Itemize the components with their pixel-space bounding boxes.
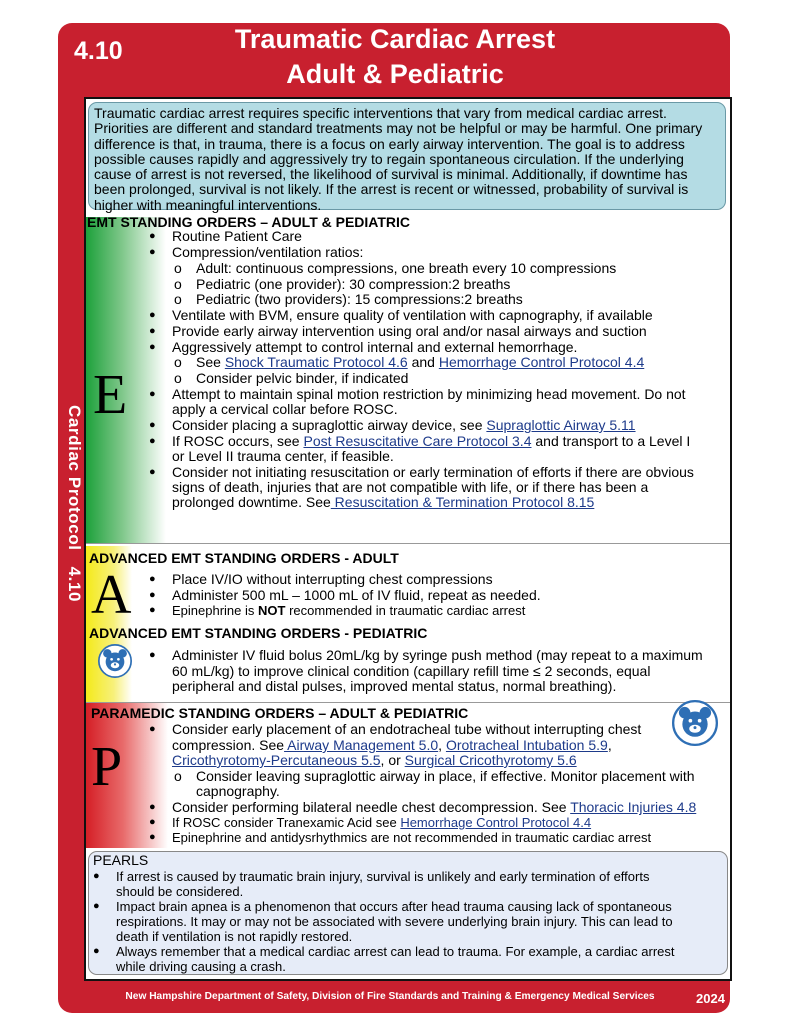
intro-box: Traumatic cardiac arrest requires specific interventions that vary from medical cardiac arrest. Priorities are different and standard treatments may not be helpful or may be harmful. One primary difference is that, in trauma, there is a focus on early airway intervention. The goal is to address possible causes rapidly and aggressively try to regain spontaneous circulation. If the underlying cause of arrest is not reversed, the likelihood of survival is minimal. Additionally, if downtime has been prolonged, survival is not likely. If the arrest is recent or witnessed, probability of survival is higher with meaningful interventions. (88, 102, 726, 210)
emt-heading: EMT STANDING ORDERS – ADULT & PEDIATRIC (87, 214, 411, 230)
link-hemorrhage-control-protocol[interactable]: Hemorrhage Control Protocol 4.4 (438, 354, 645, 370)
sub-bullet: o (174, 354, 182, 370)
emt-level-letter: E (93, 364, 128, 426)
emt-item-6-line-1: Attempt to maintain spinal motion restriction by minimizing head movement. Do not (172, 386, 686, 402)
sub-bullet: o (174, 260, 182, 276)
paramedic-item-1-line-2: compression. See Airway Management 5.0, Orotracheal Intubation 5.9, (172, 737, 612, 753)
aemt-pediatric-item-line-1: Administer IV fluid bolus 20mL/kg by syringe push method (may repeat to a maximum (172, 647, 703, 663)
bullet: ● (93, 870, 100, 882)
emt-item-2: Compression/ventilation ratios: (172, 244, 364, 260)
bullet: ● (149, 801, 156, 813)
link-hemorrhage-control-protocol[interactable]: Hemorrhage Control Protocol 4.4 (400, 815, 592, 830)
protocol-content (84, 97, 732, 981)
aemt-adult-item-2: Administer 500 mL – 1000 mL of IV fluid, repeat as needed. (172, 587, 541, 603)
footer-text: New Hampshire Department of Safety, Division of Fire Standards and Training & Emergency Medical Services (125, 991, 655, 1002)
bullet: ● (149, 573, 156, 585)
paramedic-item-1a-line-2: capnography. (196, 783, 280, 799)
side-label: Cardiac Protocol 4.10 (65, 405, 84, 603)
pearls-title: PEARLS (93, 852, 149, 868)
sub-bullet: o (174, 370, 182, 386)
paramedic-item-1-line-1: Consider early placement of an endotracheal tube without interrupting chest (172, 721, 642, 737)
link-resuscitation-termination[interactable]: Resuscitation & Termination Protocol 8.15 (330, 494, 595, 510)
emt-item-2a: Adult: continuous compressions, one breath every 10 compressions (196, 260, 617, 276)
footer-year: 2024 (696, 991, 725, 1006)
sub-bullet: o (174, 768, 182, 784)
bullet: ● (149, 649, 156, 661)
sub-bullet: o (174, 291, 182, 307)
title-line-1: Traumatic Cardiac Arrest (234, 24, 556, 54)
paramedic-item-1-line-3: Cricothyrotomy-Percutaneous 5.5, or Surgical Cricothyrotomy 5.6 (172, 752, 577, 768)
teddy-bear-icon (672, 700, 718, 746)
title-line-2: Adult & Pediatric (286, 59, 504, 89)
bullet: ● (149, 604, 156, 616)
pearl-3-line-2: while driving causing a crash. (116, 959, 286, 974)
pearl-1-line-2: should be considered. (116, 884, 244, 899)
bullet: ● (149, 816, 156, 828)
aemt-adult-heading: ADVANCED EMT STANDING ORDERS - ADULT (89, 550, 399, 566)
link-thoracic-injuries[interactable]: Thoracic Injuries 4.8 (570, 799, 697, 815)
link-airway-management[interactable]: Airway Management 5.0 (284, 737, 439, 753)
link-shock-traumatic-protocol[interactable]: Shock Traumatic Protocol 4.6 (224, 354, 408, 370)
emt-item-9-line-2: signs of death, injuries that are not compatible with life, or if there has been a (172, 479, 649, 495)
emt-item-5: Aggressively attempt to control internal and external hemorrhage. (172, 339, 578, 355)
link-post-resuscitative-care[interactable]: Post Resuscitative Care Protocol 3.4 (303, 433, 532, 449)
bullet: ● (149, 341, 156, 353)
bullet: ● (149, 230, 156, 242)
pearl-2-line-3: death if ventilation is not rapidly restored. (116, 929, 353, 944)
emt-item-3: Ventilate with BVM, ensure quality of ventilation with capnography, if available (172, 307, 653, 323)
emt-item-4: Provide early airway intervention using oral and/or nasal airways and suction (172, 323, 647, 339)
paramedic-item-4: Epinephrine and antidysrhythmics are not recommended in traumatic cardiac arrest (172, 830, 652, 845)
emt-item-5b: Consider pelvic binder, if indicated (196, 370, 409, 386)
bullet: ● (149, 589, 156, 601)
emt-item-7: Consider placing a supraglottic airway device, see Supraglottic Airway 5.11 (172, 417, 636, 433)
emt-item-8-line-1: If ROSC occurs, see Post Resuscitative Care Protocol 3.4 and transport to a Level I (172, 433, 691, 449)
bullet: ● (149, 435, 156, 447)
bullet: ● (149, 723, 156, 735)
pearls-box (88, 851, 728, 975)
bullet: ● (149, 325, 156, 337)
sub-bullet: o (174, 276, 182, 292)
aemt-adult-item-1: Place IV/IO without interrupting chest compressions (172, 571, 493, 587)
emt-item-9-line-3: prolonged downtime. See Resuscitation & Termination Protocol 8.15 (172, 494, 595, 510)
link-surgical-cricothyrotomy[interactable]: Surgical Cricothyrotomy 5.6 (404, 752, 577, 768)
emt-item-2c: Pediatric (two providers): 15 compressions:2 breaths (196, 291, 523, 307)
pearl-3-line-1: Always remember that a medical cardiac arrest can lead to trauma. For example, a cardiac arrest (116, 944, 675, 959)
emt-item-8-line-2: or Level II trauma center, if feasible. (172, 448, 394, 464)
emt-item-6-line-2: apply a cervical collar before ROSC. (172, 401, 398, 417)
pearl-1-line-1: If arrest is caused by traumatic brain injury, survival is unlikely and early termination of efforts (116, 869, 650, 884)
link-orotracheal-intubation[interactable]: Orotracheal Intubation 5.9 (445, 737, 608, 753)
link-supraglottic-airway[interactable]: Supraglottic Airway 5.11 (486, 417, 636, 433)
pearl-2-line-2: respirations. It may or may not be associated with severe underlying brain injury. This can lead to (116, 914, 673, 929)
bullet: ● (93, 945, 100, 957)
bullet: ● (149, 466, 156, 478)
emt-item-9-line-1: Consider not initiating resuscitation or early termination of efforts if there are obvious (172, 464, 694, 480)
section-divider (86, 543, 730, 544)
bullet: ● (149, 831, 156, 843)
section-divider (86, 702, 730, 703)
emt-item-5a: See Shock Traumatic Protocol 4.6 and Hemorrhage Control Protocol 4.4 (196, 354, 645, 370)
paramedic-item-3: If ROSC consider Tranexamic Acid see Hemorrhage Control Protocol 4.4 (172, 815, 592, 830)
protocol-number: 4.10 (74, 37, 123, 65)
aemt-pediatric-item-line-3: peripheral and distal pulses, improved mental status, normal breathing). (172, 678, 617, 694)
paramedic-heading: PARAMEDIC STANDING ORDERS – ADULT & PEDIATRIC (91, 705, 469, 721)
bullet: ● (149, 419, 156, 431)
aemt-adult-item-3: Epinephrine is NOT recommended in traumatic cardiac arrest (172, 603, 526, 618)
bullet: ● (149, 388, 156, 400)
pearl-2-line-1: Impact brain apnea is a phenomenon that occurs after head trauma causing lack of spontaneous (116, 899, 672, 914)
aemt-pediatric-heading: ADVANCED EMT STANDING ORDERS - PEDIATRIC (89, 625, 428, 641)
emt-item-2b: Pediatric (one provider): 30 compression:2 breaths (196, 276, 511, 292)
aemt-level-letter: A (91, 564, 132, 626)
teddy-bear-icon (98, 644, 132, 678)
bullet: ● (93, 900, 100, 912)
aemt-pediatric-item-line-2: 60 mL/kg) to improve clinical condition (capillary refill time ≤ 2 seconds, equal (172, 663, 651, 679)
paramedic-item-1a-line-1: Consider leaving supraglottic airway in place, if effective. Monitor placement with (196, 768, 695, 784)
paramedic-level-letter: P (91, 736, 123, 798)
link-cricothyrotomy-percutaneous[interactable]: Cricothyrotomy-Percutaneous 5.5 (172, 752, 381, 768)
paramedic-item-2: Consider performing bilateral needle chest decompression. See Thoracic Injuries 4.8 (172, 799, 697, 815)
emt-item-1: Routine Patient Care (172, 228, 302, 244)
bullet: ● (149, 309, 156, 321)
page-title (150, 22, 640, 92)
bullet: ● (149, 246, 156, 258)
